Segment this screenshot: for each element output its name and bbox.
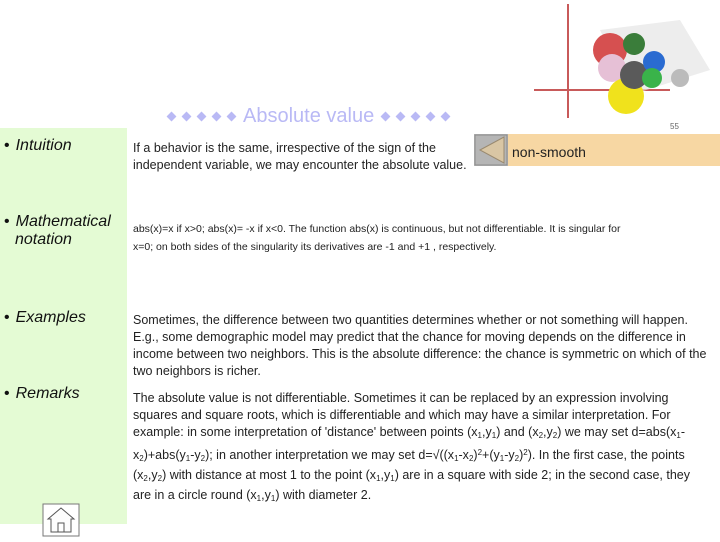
diamond-icon — [182, 111, 192, 121]
slide-title: Absolute value — [243, 104, 375, 127]
diamond-icon — [441, 111, 451, 121]
slide-title-row — [168, 103, 528, 129]
remarks-text: The absolute value is not differentiable. Sometimes it can be replaced by an expression involving squares and square roots, which is differentiable and which may have a similar interpretation. For example: in some interpretation of 'distance' between points $(x_1,y_1)$ and $(x_2,y_2)$ we may set $d=abs(x_1-x_2)+abs(y_1-y_2)$; in another interpretation we may set $d=√((x_1-x_2)^2+(y_1-y_2)^2)$. In the first case, the points $(x_2,y_2)$ with distance at most 1 to the point $(x_1,y_1)$ are in a square with side 2; in the second case, they are in a circle round $(x_1,y_1)$ with diameter 2. — [133, 391, 691, 503]
diamond-icon — [381, 111, 391, 121]
back-arrow-icon[interactable] — [474, 134, 508, 166]
notation-text: abs(x)=x if x>0; abs(x)= -x if x<0. The function abs(x) is continuous, but not differentiable. It is singular for x=0; on both sides of the singularity its derivatives are -1 and +1 , respectively. — [133, 223, 621, 253]
bullet-mathematical-notation: • Mathematical notation — [4, 213, 111, 248]
intuition-text: If a behavior is the same, irrespective of the sign of the independent variable, we may encounter the absolute value. — [133, 141, 467, 172]
decorative-spheres-graphic — [530, 0, 720, 120]
bullet-examples: • Examples — [4, 309, 86, 326]
tag-label: non-smooth — [512, 144, 586, 160]
bullet-remarks: • Remarks — [4, 385, 80, 402]
diamond-icon — [426, 111, 436, 121]
diamond-icon — [396, 111, 406, 121]
diamond-icon — [167, 111, 177, 121]
diamond-icon — [411, 111, 421, 121]
diamond-icon — [212, 111, 222, 121]
bullet-intuition: • Intuition — [4, 137, 72, 154]
examples-text: Sometimes, the difference between two quantities determines whether or not something will happen. E.g., some demographic model may predict that the chance for moving depends on the difference in income between two neighbors. This is the absolute difference: the chance is symmetric on which of the two neighbors is richer. — [133, 313, 707, 378]
home-button[interactable] — [42, 503, 80, 537]
diamond-icon — [197, 111, 207, 121]
page-number: 55 — [670, 122, 679, 131]
diamond-icon — [227, 111, 237, 121]
non-smooth-tag[interactable] — [474, 134, 720, 166]
